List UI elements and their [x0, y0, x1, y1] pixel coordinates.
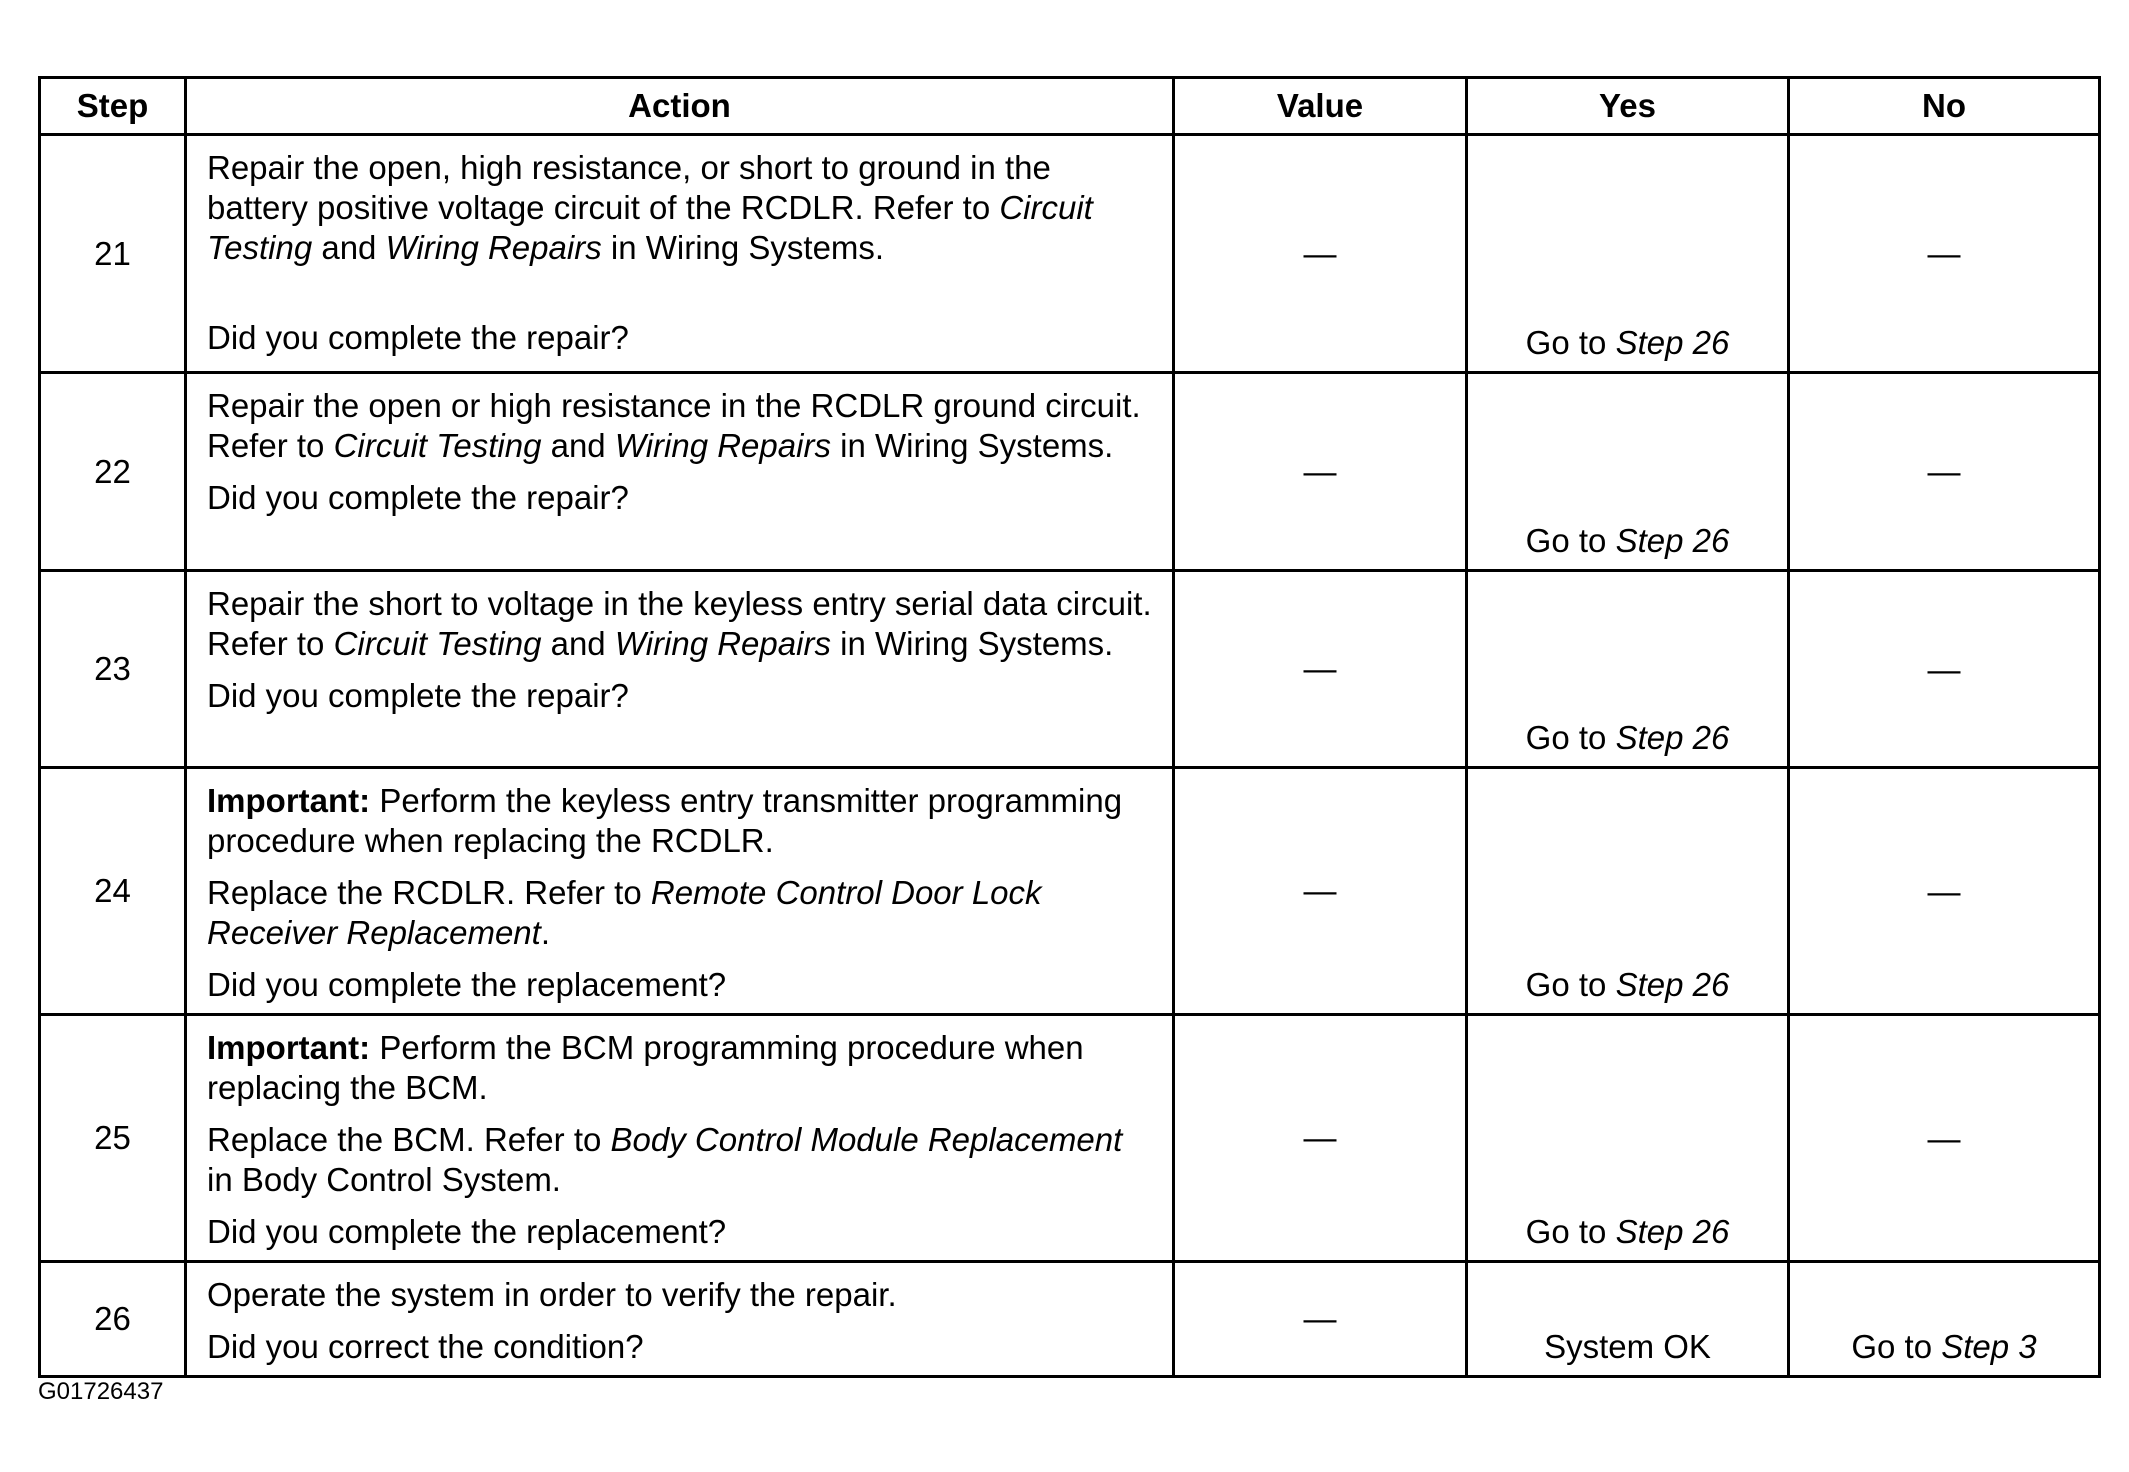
- action-text: [207, 584, 1152, 664]
- yes-step-reference: Step 26: [1615, 966, 1730, 1003]
- yes-prefix: Go to: [1525, 324, 1616, 361]
- question-text: Did you complete the repair?: [207, 677, 629, 714]
- yes-cell: [1467, 768, 1789, 1015]
- reference-link-text: Circuit Testing: [333, 427, 542, 464]
- header-no: No: [1789, 78, 2100, 135]
- yes-cell: System OK: [1467, 1262, 1789, 1377]
- action-cell: [186, 768, 1174, 1015]
- action-text: Operate the system in order to verify the repair.: [207, 1276, 897, 1313]
- action-text-part: and: [541, 625, 615, 662]
- action-text-part: Replace the RCDLR. Refer to: [207, 874, 651, 911]
- yes-step-reference: Step 26: [1615, 1213, 1730, 1250]
- action-cell: [186, 135, 1174, 373]
- question-text: Did you correct the condition?: [207, 1328, 644, 1365]
- reference-link-text: Wiring Repairs: [614, 625, 831, 662]
- reference-link-text: Circuit Testing: [333, 625, 542, 662]
- important-label: Important:: [207, 1029, 371, 1066]
- no-cell: —: [1789, 768, 2100, 1015]
- value-cell: —: [1174, 1015, 1467, 1262]
- yes-step-reference: Step 26: [1615, 324, 1730, 361]
- yes-step-reference: Step 26: [1615, 719, 1730, 756]
- action-cell: [186, 571, 1174, 768]
- yes-cell: [1467, 373, 1789, 571]
- question-text: Did you complete the replacement?: [207, 1213, 727, 1250]
- step-number: 22: [40, 373, 186, 571]
- action-text: [207, 1120, 1152, 1200]
- header-yes: Yes: [1467, 78, 1789, 135]
- no-prefix: Go to: [1851, 1328, 1942, 1365]
- reference-link-text: Wiring Repairs: [385, 229, 602, 266]
- yes-cell: [1467, 135, 1789, 373]
- action-text-part: in Body Control System.: [207, 1161, 561, 1198]
- step-number: 23: [40, 571, 186, 768]
- table-row-step-26: [40, 1262, 2100, 1377]
- important-text: Perform the BCM programming procedure when replacing the BCM.: [207, 1029, 1084, 1106]
- action-cell: [186, 373, 1174, 571]
- important-text: Perform the keyless entry transmitter programming procedure when replacing the RCDLR.: [207, 782, 1123, 859]
- step-number: 24: [40, 768, 186, 1015]
- action-text-part: and: [312, 229, 386, 266]
- question-text: Did you complete the repair?: [207, 319, 629, 356]
- yes-step-reference: Step 26: [1615, 522, 1730, 559]
- important-note: [207, 1028, 1152, 1108]
- important-note: [207, 781, 1152, 861]
- action-text-part: in Wiring Systems.: [830, 427, 1114, 464]
- value-cell: —: [1174, 571, 1467, 768]
- table-row-step-24: [40, 768, 2100, 1015]
- no-cell: —: [1789, 1015, 2100, 1262]
- reference-link-text: Remote Control Door Lock Receiver Replacement: [207, 874, 1042, 951]
- value-cell: —: [1174, 373, 1467, 571]
- action-text: [207, 873, 1152, 953]
- no-step-reference: Step 3: [1941, 1328, 2037, 1365]
- reference-link-text: Body Control Module Replacement: [610, 1121, 1123, 1158]
- header-action: Action: [186, 78, 1174, 135]
- value-cell: —: [1174, 135, 1467, 373]
- diagnostic-table: [38, 76, 2101, 1378]
- table-header-row: [40, 78, 2100, 135]
- header-value: Value: [1174, 78, 1467, 135]
- no-cell: —: [1789, 135, 2100, 373]
- yes-cell: [1467, 1015, 1789, 1262]
- step-number: 25: [40, 1015, 186, 1262]
- yes-prefix: Go to: [1525, 522, 1616, 559]
- value-cell: —: [1174, 768, 1467, 1015]
- no-cell: —: [1789, 373, 2100, 571]
- action-text-part: .: [540, 914, 550, 951]
- question-text: Did you complete the repair?: [207, 479, 629, 516]
- table-row-step-25: [40, 1015, 2100, 1262]
- yes-prefix: Go to: [1525, 966, 1616, 1003]
- action-text-part: Repair the open, high resistance, or short to ground in the battery positive voltage circuit of the RCDLR. Refer to: [207, 149, 1051, 226]
- diagnostic-table-container: [38, 76, 2098, 1378]
- action-text-part: in Wiring Systems.: [601, 229, 885, 266]
- no-cell: —: [1789, 571, 2100, 768]
- value-cell: —: [1174, 1262, 1467, 1377]
- table-row-step-23: [40, 571, 2100, 768]
- important-label: Important:: [207, 782, 371, 819]
- table-row-step-22: [40, 373, 2100, 571]
- question-text: Did you complete the replacement?: [207, 966, 727, 1003]
- action-text-part: Repair the short to voltage in the keyless entry serial data circuit. Refer to: [207, 585, 1152, 662]
- yes-prefix: Go to: [1525, 719, 1616, 756]
- action-text-part: in Wiring Systems.: [830, 625, 1114, 662]
- reference-link-text: Circuit Testing: [207, 189, 1093, 266]
- action-text-part: and: [541, 427, 615, 464]
- action-text: [207, 386, 1152, 466]
- action-cell: [186, 1015, 1174, 1262]
- no-cell: [1789, 1262, 2100, 1377]
- action-text-part: Replace the BCM. Refer to: [207, 1121, 611, 1158]
- yes-cell: [1467, 571, 1789, 768]
- yes-prefix: Go to: [1525, 1213, 1616, 1250]
- header-step: Step: [40, 78, 186, 135]
- table-row-step-21: [40, 135, 2100, 373]
- action-text-part: Repair the open or high resistance in the RCDLR ground circuit. Refer to: [207, 387, 1141, 464]
- step-number: 21: [40, 135, 186, 373]
- action-cell: [186, 1262, 1174, 1377]
- action-text: [207, 148, 1152, 268]
- reference-link-text: Wiring Repairs: [614, 427, 831, 464]
- figure-id: G01726437: [38, 1378, 164, 1405]
- step-number: 26: [40, 1262, 186, 1377]
